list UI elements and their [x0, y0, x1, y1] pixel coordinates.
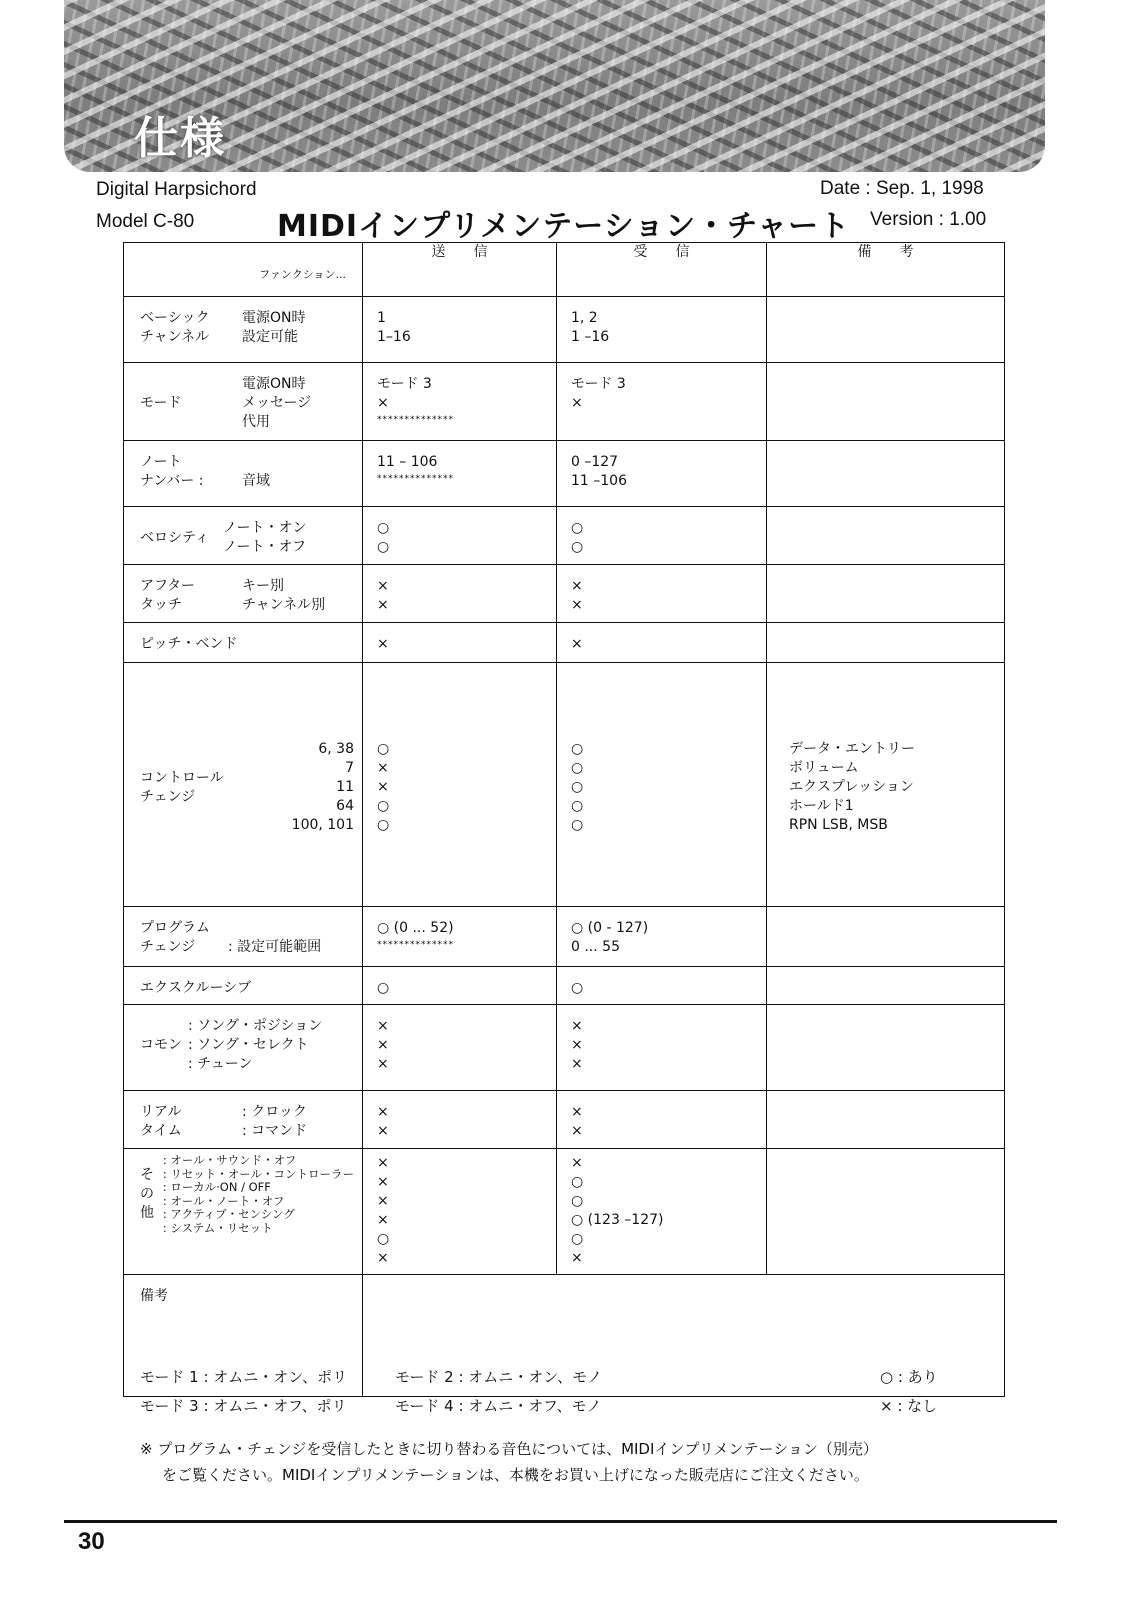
footnote-line1: ※ プログラム・チェンジを受信したときに切り替わる音色については、MIDIインプリメンテーション（別売） [140, 1440, 878, 1458]
table-row-other: その他 : オール・サウンド・オフ : リセット・オール・コントローラー : ローカル·ON / OFF : オール・ノート・オフ : アクティブ・センシング : システム・リセット × × × × ○ × × ○ ○ ○ (123 –127) ○ × [124, 1149, 1005, 1275]
mode2-legend: モード 2 : オムニ・オン、モノ [395, 1368, 602, 1386]
table-row-aftertouch: アフター キー別 タッチ チャンネル別 × × × × [124, 565, 1005, 623]
mode4-legend: モード 4 : オムニ・オフ、モノ [395, 1397, 602, 1415]
table-row-velocity: ベロシティ ノート・オン ノート・オフ ○ ○ ○ ○ [124, 507, 1005, 565]
chart-title: MIDIインプリメンテーション・チャート [277, 209, 851, 244]
table-row-realtime: リアル : クロック タイム : コマンド × × × × [124, 1091, 1005, 1149]
chart-date: Date : Sep. 1, 1998 [820, 178, 984, 199]
page-banner [64, 0, 1045, 172]
header-receive: 受 信 [557, 243, 767, 297]
table-row-pitch-bend: ピッチ・ベンド × × [124, 623, 1005, 663]
header-function: ファンクション... [124, 243, 363, 297]
header-remarks: 備 考 [767, 243, 1005, 297]
legend-no: × : なし [880, 1397, 938, 1415]
table-row-program-change: プログラム チェンジ : 設定可能範囲 ○ (0 ... 52) ************** ○ (0 - 127) 0 ... 55 [124, 907, 1005, 967]
table-row-common: コモン : ソング・ポジション : ソング・セレクト : チューン × × × × × × [124, 1005, 1005, 1091]
footnote-line2: をご覧ください。MIDIインプリメンテーションは、本機をお買い上げになった販売店にご注文ください。 [162, 1466, 869, 1484]
page-number: 30 [78, 1528, 105, 1555]
table-row-control-change: コントロール チェンジ 6, 38 7 11 64 100, 101 ○ × × ○ ○ ○ ○ ○ ○ ○ データ・エントリー ボリューム エクスプレッション ホールド1 RPN LSB, MSB [124, 663, 1005, 907]
header-send: 送 信 [363, 243, 557, 297]
section-title: 仕様 [134, 113, 226, 164]
mode3-legend: モード 3 : オムニ・オフ、ポリ [140, 1397, 347, 1415]
table-row-mode: 電源ON時 モード メッセージ 代用 モード 3 × ************** モード 3 × [124, 363, 1005, 441]
chart-version: Version : 1.00 [870, 209, 987, 230]
midi-implementation-table [123, 242, 1005, 1397]
table-row-exclusive: エクスクルーシブ ○ ○ [124, 967, 1005, 1005]
table-row-remarks: 備考 [124, 1275, 1005, 1397]
mode1-legend: モード 1 : オムニ・オン、ポリ [140, 1368, 348, 1386]
footer-rule [64, 1520, 1057, 1523]
table-row-basic-channel: ベーシック 電源ON時 チャンネル 設定可能 1 1–16 1, 2 1 –16 [124, 297, 1005, 363]
product-name: Digital Harpsichord [96, 179, 257, 200]
table-row-note-number: ノート ナンバー : 音域 11 – 106 ************** 0 –127 11 –106 [124, 441, 1005, 507]
legend-yes: ○ : あり [880, 1368, 938, 1386]
table-header-row [124, 243, 1005, 297]
model-name: Model C-80 [96, 211, 195, 232]
